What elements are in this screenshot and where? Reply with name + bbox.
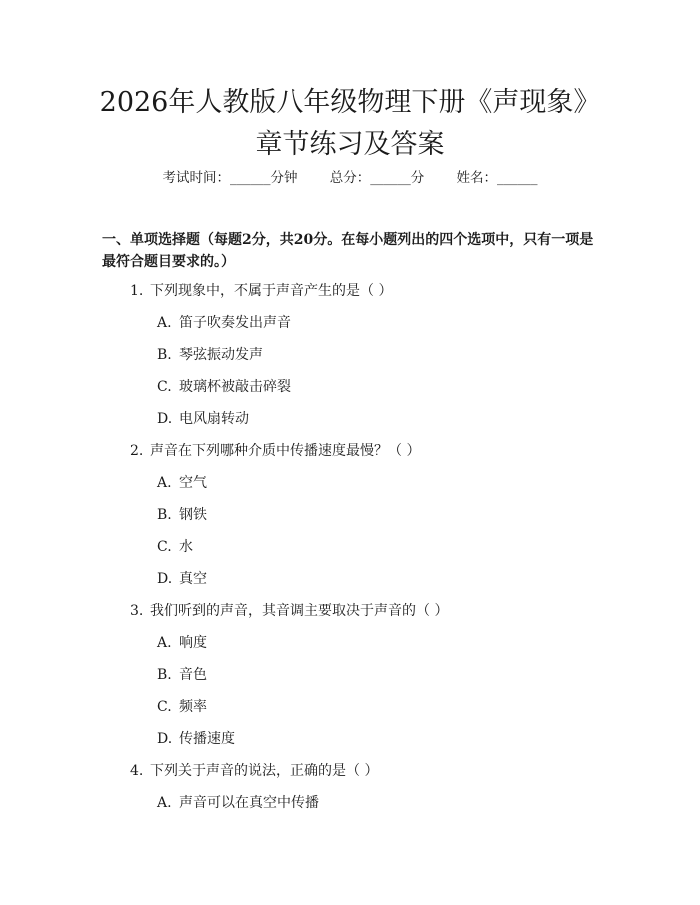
option-text: 空气 bbox=[179, 475, 207, 491]
option-letter: D. bbox=[157, 411, 173, 427]
question-3 bbox=[130, 601, 448, 621]
option-text: 笛子吹奏发出声音 bbox=[179, 315, 291, 331]
question-2-option-a bbox=[157, 473, 207, 493]
option-letter: C. bbox=[157, 539, 172, 555]
option-letter: A. bbox=[157, 315, 172, 331]
option-text: 电风扇转动 bbox=[179, 411, 249, 427]
option-letter: C. bbox=[157, 379, 172, 395]
exam-meta bbox=[0, 168, 700, 188]
total-score-field: 总分：______分 bbox=[329, 170, 425, 186]
question-text: 我们听到的声音，其音调主要取决于声音的（ ） bbox=[150, 603, 449, 619]
question-number: 3. bbox=[130, 603, 144, 619]
option-text: 玻璃杯被敲击碎裂 bbox=[179, 379, 291, 395]
option-text: 传播速度 bbox=[179, 731, 235, 747]
question-1-option-c bbox=[157, 377, 291, 397]
question-text: 下列现象中，不属于声音产生的是（ ） bbox=[150, 283, 393, 299]
option-letter: D. bbox=[157, 571, 173, 587]
question-4 bbox=[130, 761, 378, 781]
question-4-option-a bbox=[157, 793, 319, 813]
option-letter: A. bbox=[157, 635, 172, 651]
question-1-option-b bbox=[157, 345, 263, 365]
question-2-option-c bbox=[157, 537, 193, 557]
question-1-option-d bbox=[157, 409, 249, 429]
question-1 bbox=[130, 281, 392, 301]
question-number: 4. bbox=[130, 763, 144, 779]
option-text: 频率 bbox=[179, 699, 207, 715]
option-letter: D. bbox=[157, 731, 173, 747]
option-text: 钢铁 bbox=[179, 507, 207, 523]
question-2-option-d bbox=[157, 569, 207, 589]
option-letter: B. bbox=[157, 667, 172, 683]
option-text: 声音可以在真空中传播 bbox=[179, 795, 319, 811]
question-1-option-a bbox=[157, 313, 291, 333]
option-letter: B. bbox=[157, 347, 172, 363]
exam-time-field: 考试时间：______分钟 bbox=[162, 170, 298, 186]
option-letter: A. bbox=[157, 475, 172, 491]
option-letter: A. bbox=[157, 795, 172, 811]
question-3-option-a bbox=[157, 633, 207, 653]
question-3-option-b bbox=[157, 665, 207, 685]
question-number: 1. bbox=[130, 283, 144, 299]
option-text: 真空 bbox=[179, 571, 207, 587]
question-3-option-c bbox=[157, 697, 207, 717]
question-number: 2. bbox=[130, 443, 144, 459]
question-text: 声音在下列哪种介质中传播速度最慢？（ ） bbox=[150, 443, 421, 459]
question-3-option-d bbox=[157, 729, 235, 749]
question-2 bbox=[130, 441, 420, 461]
option-text: 水 bbox=[179, 539, 193, 555]
question-text: 下列关于声音的说法，正确的是（ ） bbox=[150, 763, 379, 779]
option-text: 音色 bbox=[179, 667, 207, 683]
student-name-field: 姓名：______ bbox=[456, 170, 538, 186]
option-text: 响度 bbox=[179, 635, 207, 651]
option-letter: C. bbox=[157, 699, 172, 715]
document-title: 2026年人教版八年级物理下册《声现象》章节练习及答案 bbox=[99, 87, 601, 160]
option-letter: B. bbox=[157, 507, 172, 523]
section-heading: 一、单项选择题（每题2分，共20分。在每小题列出的四个选项中，只有一项是最符合题目要求的。） bbox=[102, 232, 594, 270]
option-text: 琴弦振动发声 bbox=[179, 347, 263, 363]
question-2-option-b bbox=[157, 505, 207, 525]
